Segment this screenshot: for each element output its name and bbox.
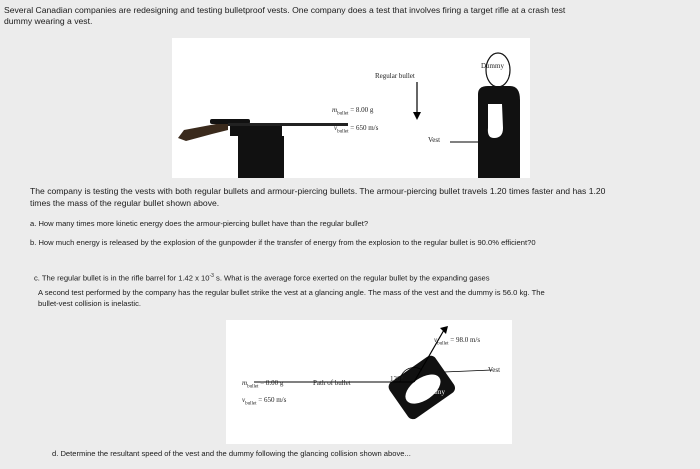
bullet-velocity-label-2: $v_{bullet} = 650$ m/s [242, 396, 287, 407]
dummy-figure [478, 53, 520, 178]
angle-label: 120° [390, 375, 404, 383]
intro-line-2: dummy wearing a vest. [4, 16, 93, 26]
dummy-label-1: Dummy [481, 62, 504, 70]
question-d: d. Determine the resultant speed of the vest and the dummy following the glancing collision shown above... [52, 449, 411, 458]
dummy-label-2: Dummy [422, 388, 445, 396]
rifle-stand-top [230, 126, 282, 136]
question-a: a. How many times more kinetic energy does the armour-piercing bullet have than the regular bullet? [30, 219, 369, 228]
bullet-mass-label-2: $m_{bullet} = 8.00$ g [242, 379, 284, 390]
rifle-stand-body [238, 136, 284, 178]
paragraph-1-line-2: times the mass of the regular bullet shown above. [30, 198, 220, 208]
bullet-velocity-label: $v_{bullet} = 650$ m/s [334, 124, 379, 135]
question-c: c. The regular bullet is in the rifle barrel for 1.42 x $10^{-3}$ s. What is the average force exerted on the regular bullet by the expanding gases [34, 273, 490, 283]
vest-label-1: Vest [428, 136, 441, 144]
paragraph-1-line-1: The company is testing the vests with both regular bullets and armour-piercing bullets. The armour-piercing bullet travels 1.20 times faster and has 1.20 [30, 186, 606, 196]
paragraph-2-line-1: A second test performed by the company has the regular bullet strike the vest at a glancing angle. The mass of the vest and the dummy is 56.0 kg. The [38, 288, 545, 297]
deflected-velocity-label: $v_{bullet} = 98.0$ m/s [434, 336, 481, 347]
figure-rifle-test [172, 38, 530, 178]
paragraph-2-line-2: bullet-vest collision is inelastic. [38, 299, 141, 308]
vest-label-2: Vest [488, 366, 501, 374]
vest-pointer-line-2 [444, 370, 492, 372]
regular-bullet-label: Regular bullet [375, 72, 415, 80]
path-of-bullet-label: Path of bullet [313, 379, 351, 387]
figure-glancing-collision [226, 320, 512, 444]
bullet-mass-label: $m_{bullet} = 8.00$ g [332, 106, 374, 117]
intro-line-1: Several Canadian companies are redesigning and testing bulletproof vests. One company does a test that involves firing a target rifle at a crash test [4, 5, 566, 15]
question-b: b. How much energy is released by the explosion of the gunpowder if the transfer of energy from the explosion to the regular bullet is 90.0% efficient?0 [30, 238, 536, 247]
